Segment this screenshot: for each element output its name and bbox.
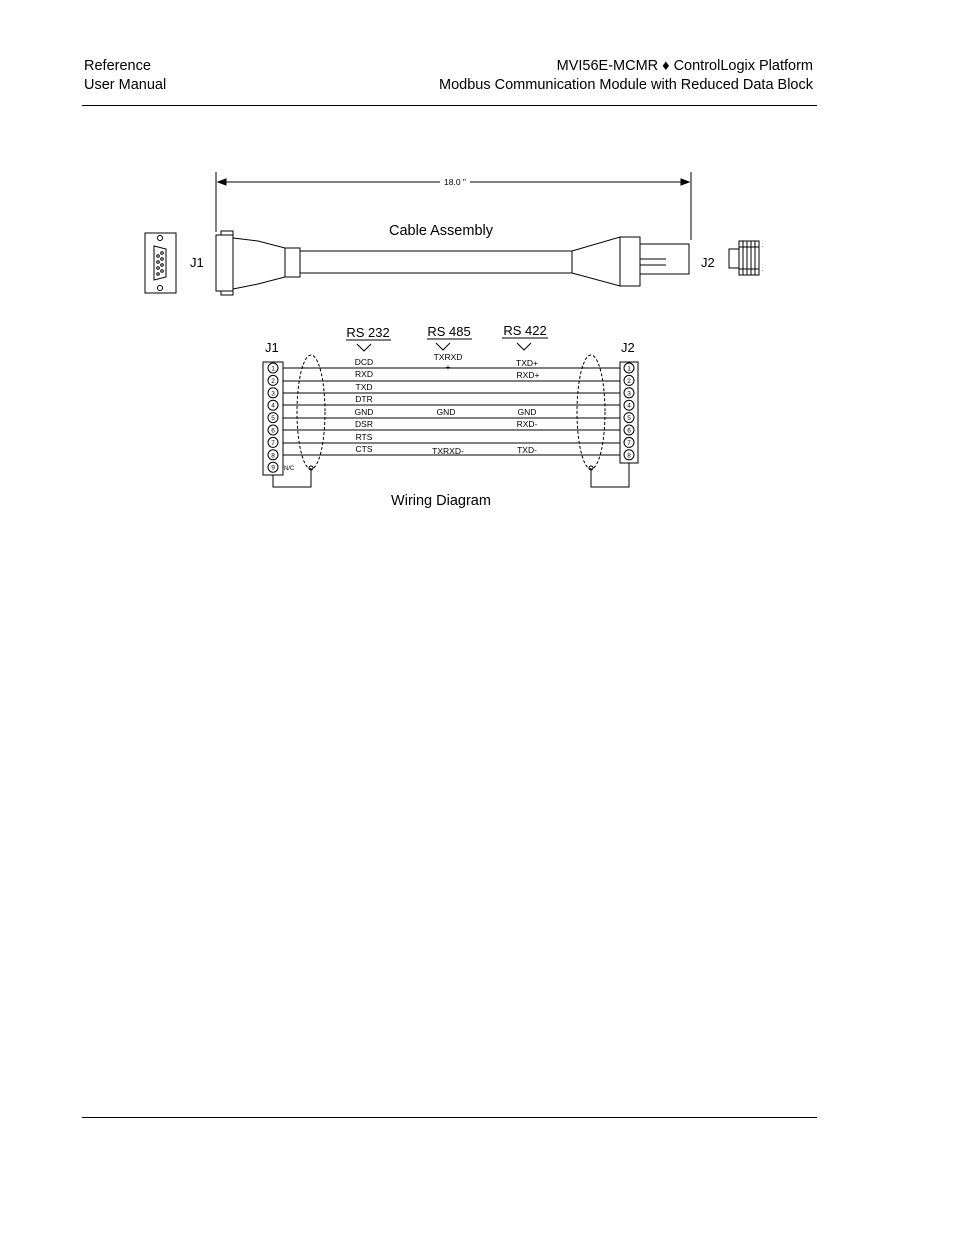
j2-pin-number: 4 [627,402,631,410]
cable-j1-label: J1 [190,255,204,270]
rs485-chevron [436,343,450,350]
j1-pin-number: 1 [271,365,275,373]
j1-pins [268,363,278,472]
rs485-txrxd-plus: TXRXD [433,352,463,362]
j1-pin-number: 4 [271,402,275,410]
j2-pin-number: 6 [627,427,631,435]
cable-title: Cable Assembly [389,223,493,239]
wiring-title: Wiring Diagram [391,493,491,509]
rs232-signal-label: RTS [355,432,373,442]
j1-pin-number: 5 [271,415,275,423]
j1-pin-number: 8 [271,452,275,460]
rs422-txd-minus: TXD- [517,445,537,455]
rs232-signal-label: CTS [355,444,373,454]
rs422-gnd: GND [517,407,537,417]
rs422-chevron [517,343,531,350]
j2-pin-number: 8 [627,452,631,460]
product-subtitle: Modbus Communication Module with Reduced Data Block [439,77,813,93]
rs485-plus-sign: + [445,362,451,372]
manual-label: User Manual [84,77,167,93]
rs232-signal-label: RXD [355,369,373,379]
product-title: MVI56E-MCMR ♦ ControlLogix Platform [556,58,813,74]
nc-label: N/C [284,466,295,472]
rs232-signal-label: TXD [355,382,373,392]
rs422-rxd-plus: RXD+ [516,370,540,380]
rs232-signal-label: DCD [354,357,374,367]
rs485-header: RS 485 [427,324,471,339]
cable-length: 18.0 " [444,177,466,187]
j2-pin-number: 1 [627,365,631,373]
rj45-side-icon [729,241,759,275]
svg-text:': ' [762,246,763,252]
cable-body [216,231,689,295]
rs485-txrxd-minus: TXRXD- [432,446,464,456]
rs232-chevron [357,344,371,351]
rs422-rxd-minus: RXD- [516,419,538,429]
j2-pin-number: 2 [627,377,631,385]
db9-front-icon [145,233,176,293]
j1-pin-number: 6 [271,427,275,435]
shield-drains [273,463,629,487]
rs232-signal-label: GND [354,407,374,417]
section-label: Reference [84,58,151,74]
j2-pin-number: 3 [627,390,631,398]
rs232-header: RS 232 [346,325,390,340]
rs485-gnd: GND [436,407,456,417]
j1-pin-number: 7 [271,439,275,447]
rs422-header: RS 422 [503,323,547,338]
rs232-signal-label: DTR [355,394,373,404]
j1-pin-number: 2 [271,377,275,385]
wiring-j1-label: J1 [265,340,279,355]
j2-pin-number: 7 [627,439,631,447]
j1-pin-number: 3 [271,390,275,398]
cable-j2-label: J2 [701,255,715,270]
rs232-signal-label: DSR [355,419,373,429]
j2-pin-number: 5 [627,415,631,423]
svg-text:': ' [762,270,763,276]
rs422-txd-plus: TXD+ [516,358,538,368]
j1-pin-number: 9 [271,464,275,472]
j2-pins [624,363,634,460]
wiring-j2-label: J2 [621,340,635,355]
